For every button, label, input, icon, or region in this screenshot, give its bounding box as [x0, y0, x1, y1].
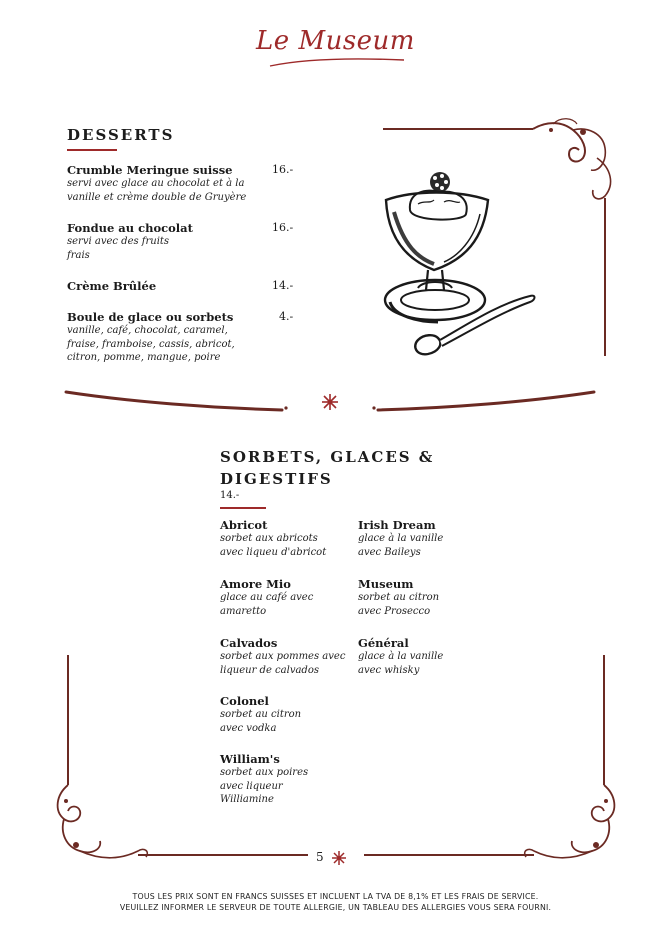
- sorbet-name: Abricot: [220, 518, 268, 532]
- dessert-price: 4.-: [279, 310, 294, 323]
- sorbet-desc: sorbet aux poires: [220, 767, 309, 778]
- sorbet-desc: sorbet au citron: [358, 592, 440, 603]
- sorbet-desc: avec Prosecco: [358, 605, 431, 617]
- sorbet-name: Amore Mio: [220, 577, 291, 591]
- dessert-name: Crumble Meringue suisse: [67, 163, 233, 177]
- dessert-desc: citron, pomme, mangue, poire: [67, 352, 221, 363]
- footer-notice: [0, 891, 671, 913]
- restaurant-logo: [0, 26, 671, 56]
- corner-scroll-icon: [360, 655, 620, 865]
- footer-line: TOUS LES PRIX SONT EN FRANCS SUISSES ET INCLUENT LA TVA DE 8,1% ET LES FRAIS DE SERVICE.: [132, 892, 539, 901]
- dessert-item: [67, 221, 277, 262]
- sorbet-desc: Williamine: [220, 794, 274, 805]
- sorbet-item: [220, 577, 355, 618]
- desserts-title-rule: [67, 149, 117, 151]
- sorbets-price: 14.-: [220, 490, 240, 501]
- page-number: 5: [316, 850, 324, 864]
- logo-text: Le Museum: [256, 26, 415, 56]
- dessert-desc: servi avec glace au chocolat et à la: [67, 178, 245, 189]
- dessert-desc: frais: [67, 249, 90, 261]
- corner-scroll-icon: [52, 655, 312, 865]
- footer-line: VEUILLEZ INFORMER LE SERVEUR DE TOUTE ALLERGIE, UN TABLEAU DES ALLERGIES VOUS SERA FOURNI.: [119, 903, 552, 912]
- dessert-item: [67, 310, 277, 365]
- dessert-desc: vanille et crème double de Gruyère: [67, 191, 247, 203]
- sorbet-name: Colonel: [220, 694, 269, 708]
- dessert-desc: vanille, café, chocolat, caramel,: [67, 325, 228, 336]
- dessert-item: [67, 279, 277, 293]
- sorbet-desc: sorbet au citron: [220, 709, 302, 720]
- sorbet-name: Calvados: [220, 636, 278, 650]
- sorbet-desc: sorbet aux abricots: [220, 533, 318, 544]
- sorbet-item: [358, 577, 488, 618]
- sorbet-desc: amaretto: [220, 605, 267, 617]
- dessert-glass-illustration: [378, 160, 538, 360]
- dessert-price: 14.-: [272, 279, 294, 292]
- sorbet-name: Général: [358, 636, 409, 650]
- sorbet-desc: sorbet aux pommes avec: [220, 651, 346, 662]
- sorbet-desc: avec liqueu d'abricot: [220, 546, 327, 558]
- dessert-name: Crème Brûlée: [67, 279, 157, 293]
- sorbet-desc: avec whisky: [358, 664, 420, 676]
- flourish-star-icon: [322, 394, 338, 410]
- desserts-title: DESSERTS: [67, 126, 175, 144]
- sorbets-title-rule: [220, 507, 266, 509]
- sorbet-desc: liqueur de calvados: [220, 664, 319, 676]
- dessert-price: 16.-: [272, 221, 294, 234]
- sorbet-desc: avec Baileys: [358, 546, 421, 558]
- dessert-desc: fraise, framboise, cassis, abricot,: [67, 338, 235, 350]
- dessert-item: [67, 163, 277, 204]
- sorbet-name: Irish Dream: [358, 518, 436, 532]
- sorbet-item: [220, 518, 355, 559]
- sorbet-desc: avec liqueur: [220, 780, 283, 792]
- sorbets-title-line1: SORBETS, GLACES &: [220, 448, 435, 466]
- dessert-name: Boule de glace ou sorbets: [67, 310, 234, 324]
- sorbets-title-line2: DIGESTIFS: [220, 470, 333, 488]
- sorbet-item: [358, 518, 488, 559]
- sorbet-desc: glace à la vanille: [358, 651, 444, 662]
- logo-swash-icon: [268, 56, 408, 70]
- sorbet-desc: glace au café avec: [220, 592, 314, 603]
- flourish-star-icon: [330, 849, 348, 867]
- sorbet-name: Museum: [358, 577, 414, 591]
- section-divider: [62, 386, 598, 420]
- sorbet-name: William's: [220, 752, 280, 766]
- dessert-name: Fondue au chocolat: [67, 221, 193, 235]
- sorbet-desc: avec vodka: [220, 722, 277, 734]
- sorbet-desc: glace à la vanille: [358, 533, 444, 544]
- sorbets-title: [220, 446, 434, 490]
- dessert-price: 16.-: [272, 163, 294, 176]
- dessert-desc: servi avec des fruits: [67, 236, 170, 247]
